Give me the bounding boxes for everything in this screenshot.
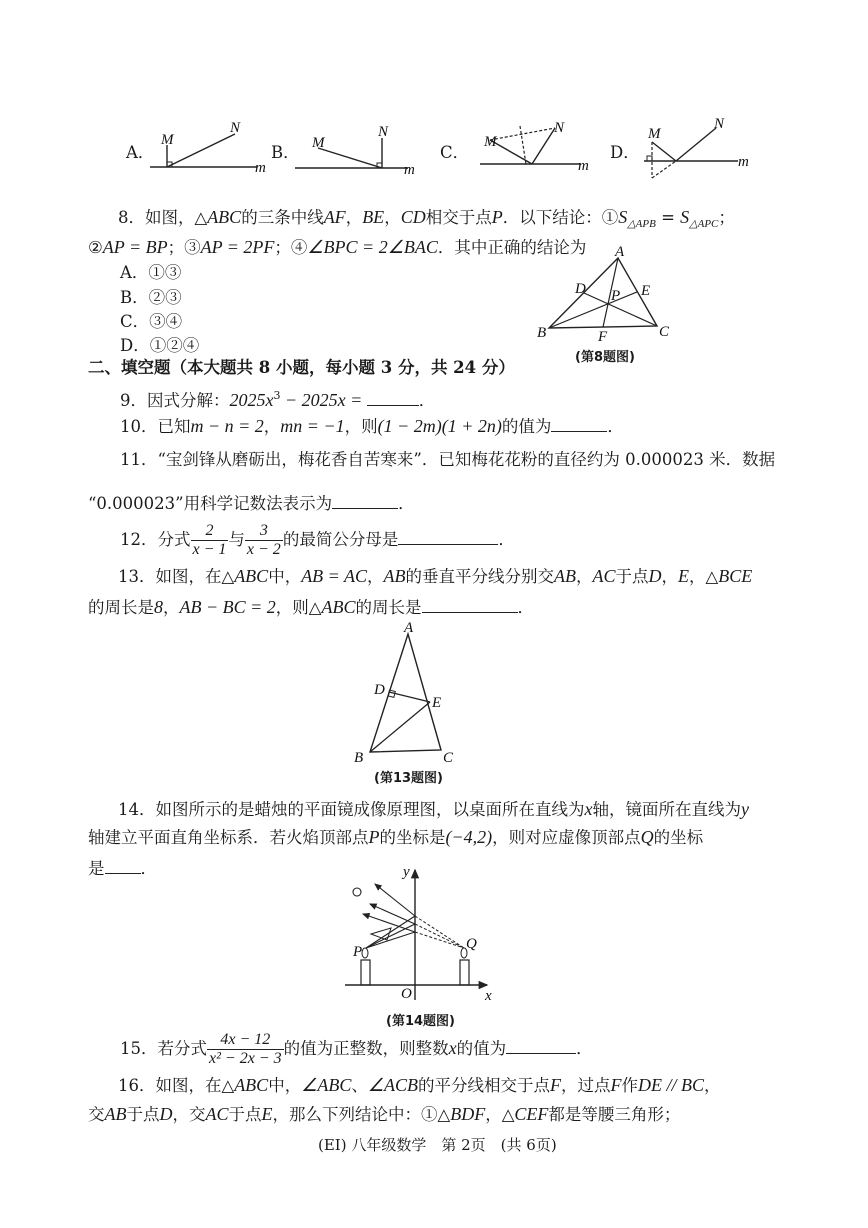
q12-answer-blank[interactable] bbox=[398, 526, 498, 545]
q14-line3: 是 ． bbox=[88, 855, 157, 880]
label-m-point: M bbox=[484, 134, 497, 150]
q15-answer-blank[interactable] bbox=[506, 1035, 576, 1054]
fraction-2: $\frac{3}{x - 2}$ bbox=[246, 522, 281, 558]
option-d-label: D． bbox=[610, 143, 640, 162]
label-n-point: N bbox=[378, 124, 389, 140]
label-m-point: M bbox=[312, 135, 325, 151]
label-o: O bbox=[401, 986, 412, 1002]
option-a-label: A． bbox=[126, 143, 155, 162]
label-line-m: m bbox=[578, 158, 589, 174]
q14-line1: 14．如图所示的是蜡烛的平面镜成像原理图，以桌面所在直线为x轴，镜面所在直线为y bbox=[118, 799, 749, 819]
label-a: A bbox=[615, 244, 625, 260]
label-n-point: N bbox=[230, 120, 241, 136]
fraction: $\frac{4x - 12}{\text{x² − 2x − 3}}$ bbox=[209, 1031, 282, 1067]
label-q: Q bbox=[466, 936, 477, 952]
q9-answer-blank[interactable] bbox=[367, 387, 419, 406]
label-d: D bbox=[575, 281, 586, 297]
label-x: x bbox=[485, 988, 492, 1004]
q15: 15．若分式 $\frac{4x - 12}{\text{x² − 2x − 3}}$ 的值为正整数，则整数x的值为 ． bbox=[120, 1031, 593, 1067]
label-m-point: M bbox=[648, 126, 661, 142]
q16-line2: 交AB于点D，交AC于点E，那么下列结论中：①△BDF，△CEF都是等腰三角形； bbox=[88, 1104, 681, 1124]
label-line-m: m bbox=[738, 154, 749, 170]
label-n-point: N bbox=[714, 116, 725, 132]
label-p: P bbox=[353, 944, 363, 960]
q7-figure-a bbox=[145, 120, 265, 180]
option-c-label: C． bbox=[440, 143, 470, 162]
label-b: B bbox=[537, 325, 547, 341]
label-y: y bbox=[403, 864, 410, 880]
label-n-point: N bbox=[554, 120, 565, 136]
label-c: C bbox=[659, 324, 670, 340]
q7-figure-d bbox=[636, 118, 766, 188]
q14-line2: 轴建立平面直角坐标系．若火焰顶部点P的坐标是(−4,2)，则对应虚像顶部点Q的坐标 bbox=[88, 827, 704, 847]
q8-option-a: A．①③ bbox=[120, 263, 182, 282]
label-f: F bbox=[598, 329, 608, 345]
q8-option-d: D．①②④ bbox=[120, 336, 200, 355]
q13-answer-blank[interactable] bbox=[422, 594, 518, 613]
label-line-m: m bbox=[255, 160, 266, 176]
q13-line2: 的周长是8，AB − BC = 2，则△ABC的周长是 ． bbox=[88, 594, 534, 619]
q8-stem-line1: 8．如图，△ABC的三条中线AF，BE，CD相交于点P．以下结论：$①S_{\triangle APB} = S_{\triangle APC}$； bbox=[118, 207, 735, 230]
q8-figure bbox=[535, 244, 680, 345]
q11-line1: 11．“宝剑锋从磨砺出，梅花香自苦寒来”．已知梅花花粉的直径约为 0.000023 米．数据 bbox=[120, 450, 776, 469]
label-d: D bbox=[374, 682, 385, 698]
q8-caption: (第8题图) bbox=[575, 350, 635, 365]
q11-line2: “0.000023”用科学记数法表示为 ． bbox=[88, 490, 415, 515]
q13-figure bbox=[350, 620, 460, 770]
q14-figure bbox=[335, 862, 505, 1007]
q8-stem-line2: ②AP = BP；③AP = 2PF；④∠BPC = 2∠BAC．其中正确的结论为 bbox=[88, 237, 587, 257]
eye-icon bbox=[353, 888, 361, 896]
q14-answer-blank[interactable] bbox=[105, 855, 141, 874]
q16-line1: 16．如图，在△ABC中，∠ABC、∠ACB的平分线相交于点F，过点F作DE // BC， bbox=[118, 1075, 721, 1095]
q10-answer-blank[interactable] bbox=[551, 413, 607, 432]
label-e: E bbox=[641, 283, 651, 299]
q8-option-c: C．③④ bbox=[120, 312, 183, 331]
label-b: B bbox=[354, 750, 364, 766]
fraction-1: $\frac{2}{x - 1}$ bbox=[192, 522, 227, 558]
q14-caption: (第14题图) bbox=[386, 1014, 455, 1029]
q12: 12．分式 $\frac{2}{x - 1}$ 与 $\frac{3}{x - 2}$ 的最简公分母是 ． bbox=[120, 522, 515, 558]
q7-figure-b bbox=[290, 120, 420, 180]
q13-line1: 13．如图，在△ABC中，AB = AC，AB的垂直平分线分别交AB，AC于点D，E，△BCE bbox=[118, 566, 753, 586]
q7-figure-c bbox=[470, 118, 600, 180]
label-p: P bbox=[611, 288, 621, 304]
q13-caption: (第13题图) bbox=[374, 771, 443, 786]
label-e: E bbox=[432, 695, 442, 711]
option-b-label: B． bbox=[271, 143, 300, 162]
q10: 10．已知m − n = 2，mn = −1，则(1 − 2m)(1 + 2n)的值为 ． bbox=[120, 413, 624, 438]
label-m-point: M bbox=[161, 132, 174, 148]
label-c: C bbox=[443, 750, 454, 766]
section-2-heading: 二、填空题（本大题共 8 小题，每小题 3 分，共 24 分） bbox=[88, 358, 515, 377]
q11-answer-blank[interactable] bbox=[332, 490, 398, 509]
page-footer: (EI) 八年级数学 第 2页 (共 6页) bbox=[318, 1136, 557, 1154]
q8-option-b: B．②③ bbox=[120, 288, 182, 307]
label-line-m: m bbox=[404, 162, 415, 178]
q9: 9．因式分解：$2025x^3 - 2025x$ = ． bbox=[120, 389, 436, 410]
label-a: A bbox=[404, 620, 414, 636]
